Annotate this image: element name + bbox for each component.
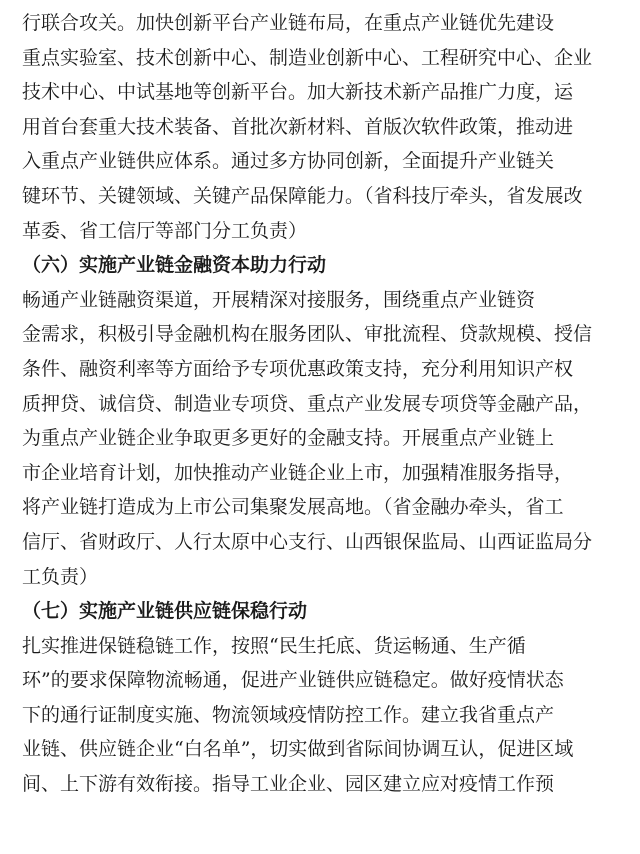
text-line: 业链、供应链企业“白名单”，切实做到省际间协调互认，促进区域 — [22, 738, 574, 761]
text-line: 下的通行证制度实施、物流领域疫情防控工作。建立我省重点产 — [22, 703, 555, 726]
heading-line: （七）实施产业链供应链保稳行动 — [22, 600, 308, 623]
text-line: 信厅、省财政厅、人行太原中心支行、山西银保监局、山西证监局分 — [22, 530, 593, 553]
heading-line: （六）实施产业链金融资本助力行动 — [22, 254, 327, 277]
text-line: 用首台套重大技术装备、首批次新材料、首版次软件政策，推动进 — [22, 115, 574, 138]
text-line: 条件、融资利率等方面给予专项优惠政策支持，充分利用知识产权 — [22, 357, 574, 380]
paragraph-finance-support — [22, 283, 618, 594]
text-line: 行联合攻关。加快创新平台产业链布局，在重点产业链优先建设 — [22, 12, 555, 34]
text-line: 技术中心、中试基地等创新平台。加大新技术新产品推广力度，运 — [22, 81, 574, 104]
section-heading-six — [22, 248, 618, 283]
text-line: 环”的要求保障物流畅通，促进产业链供应链稳定。做好疫情状态 — [22, 669, 564, 692]
text-line: 将产业链打造成为上市公司集聚发展高地。（省金融办牵头，省工 — [22, 496, 564, 519]
text-line: 质押贷、诚信贷、制造业专项贷、重点产业发展专项贷等金融产品， — [22, 392, 593, 415]
text-line: 键环节、关键领域、关键产品保障能力。（省科技厅牵头，省发展改 — [22, 184, 583, 207]
text-line: 为重点产业链企业争取更多更好的金融支持。开展重点产业链上 — [22, 427, 555, 450]
text-line: 重点实验室、技术创新中心、制造业创新中心、工程研究中心、企业 — [22, 46, 593, 69]
text-line: 工负责） — [22, 565, 99, 588]
text-line: 间、上下游有效衔接。指导工业企业、园区建立应对疫情工作预 — [22, 773, 555, 796]
text-line: 扎实推进保链稳链工作，按照“民生托底、货运畅通、生产循 — [22, 634, 526, 657]
paragraph-supply-chain-stability — [22, 629, 618, 802]
text-line: 市企业培育计划，加快推动产业链企业上市，加强精准服务指导， — [22, 461, 574, 484]
paragraph-industry-chain-platforms — [22, 6, 618, 248]
section-heading-seven — [22, 594, 618, 629]
text-line: 畅通产业链融资渠道，开展精深对接服务，围绕重点产业链资 — [22, 288, 536, 311]
text-line: 革委、省工信厅等部门分工负责） — [22, 219, 308, 242]
text-line: 入重点产业链供应体系。通过多方协同创新，全面提升产业链关 — [22, 150, 555, 173]
text-line: 金需求，积极引导金融机构在服务团队、审批流程、贷款规模、授信 — [22, 323, 593, 346]
